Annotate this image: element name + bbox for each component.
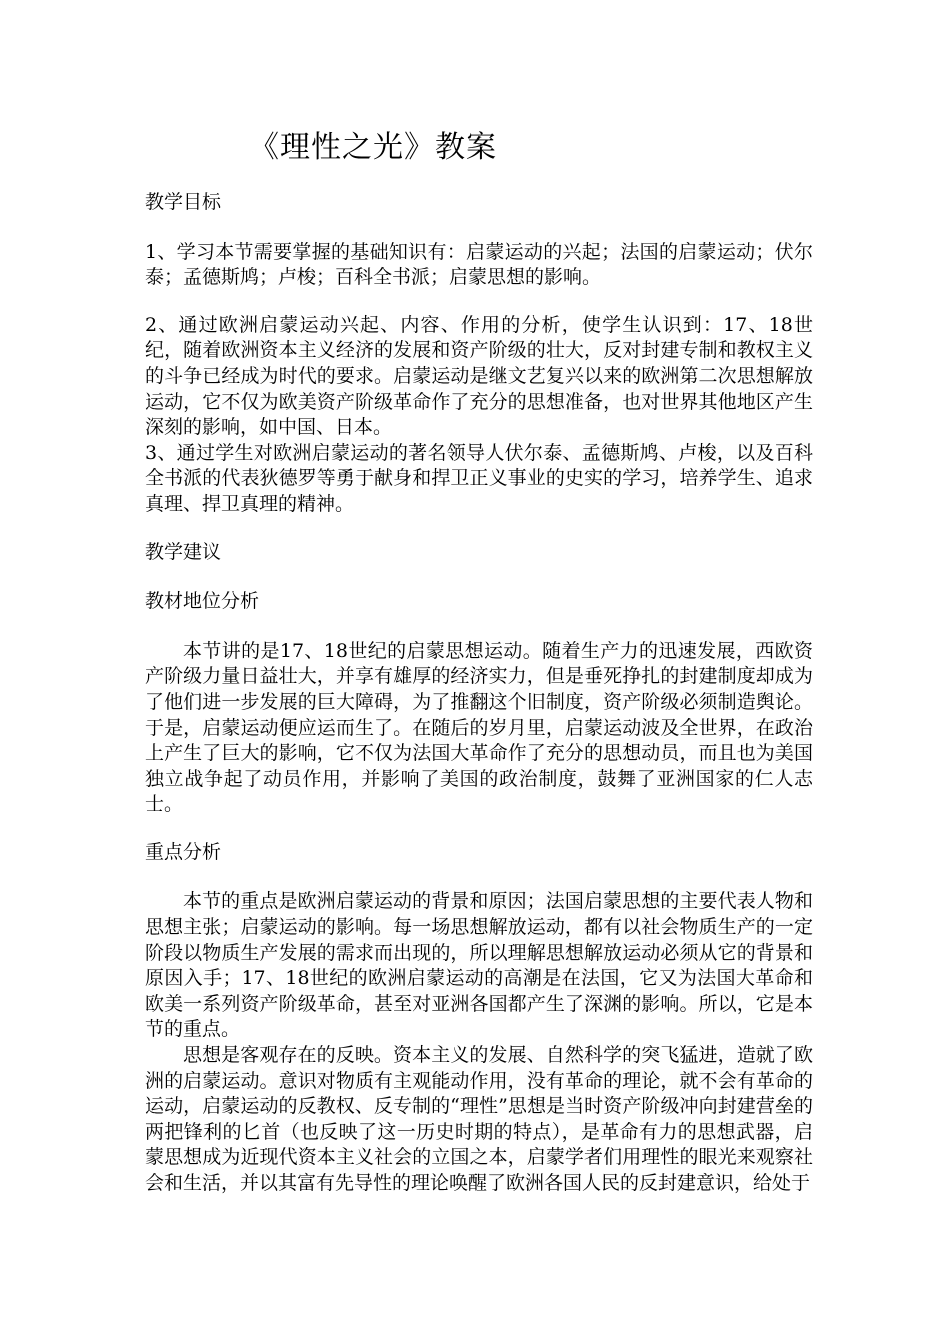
section-heading-objectives: 教学目标 [145,191,222,213]
textbook-paragraph: 本节讲的是17、18世纪的启蒙思想运动。随着生产力的迅速发展，西欧资产阶级力量日益壮大，并享有雄厚的经济实力，但是垂死挣扎的封建制度却成为了他们进一步发展的巨大障碍，为了推翻这个旧制度，资产阶级必须制造舆论。于是，启蒙运动便应运而生了。在随后的岁月里，启蒙运动波及全世界，在政治上产生了巨大的影响，它不仅为法国大革命作了充分的思想动员，而且也为美国独立战争起了动员作用，并影响了美国的政治制度，鼓舞了亚洲国家的仁人志士。 [145,639,813,816]
section-heading-suggestions: 教学建议 [145,540,222,563]
objective-2-paragraph: 2、通过欧洲启蒙运动兴起、内容、作用的分析，使学生认识到：17、18世纪，随着欧洲资本主义经济的发展和资产阶级的壮大，反对封建专制和教权主义的斗争已经成为时代的要求。启蒙运动是继文艺复兴以来的欧洲第二次思想解放运动，它不仅为欧美资产阶级革命作了充分的思想准备，也对世界其他地区产生深刻的影响，如中国、日本。 [145,313,813,439]
objective-3-paragraph: 3、通过学生对欧洲启蒙运动的著名领导人伏尔泰、孟德斯鸠、卢梭，以及百科全书派的代表狄德罗等勇于献身和捍卫正义事业的史实的学习，培养学生、追求真理、捍卫真理的精神。 [145,441,813,515]
focus-paragraph-1: 本节的重点是欧洲启蒙运动的背景和原因；法国启蒙思想的主要代表人物和思想主张；启蒙运动的影响。每一场思想解放运动，都有以社会物质生产的一定阶段以物质生产发展的需求而出现的，所以理解思想解放运动必须从它的背景和原因入手；17、18世纪的欧洲启蒙运动的高潮是在法国，它又为法国大革命和欧美一系列资产阶级革命，甚至对亚洲各国都产生了深渊的影响。所以，它是本节的重点。 [145,890,813,1041]
section-heading-textbook: 教材地位分析 [145,590,260,613]
document-page [145,128,813,1197]
section-heading-focus: 重点分析 [145,840,222,863]
focus-paragraph-2: 思想是客观存在的反映。资本主义的发展、自然科学的突飞猛进，造就了欧洲的启蒙运动。意识对物质有主观能动作用，没有革命的理论，就不会有革命的运动，启蒙运动的反教权、反专制的“理性”思想是当时资产阶级冲向封建营垒的两把锋利的匕首（也反映了这一历史时期的特点），是革命有力的思想武器，启蒙思想成为近现代资本主义社会的立国之本，启蒙学者们用理性的眼光来观察社会和生活，并以其富有先导性的理论唤醒了欧洲各国人民的反封建意识，给处于 [145,1044,813,1194]
document-title: 《理性之光》教案 [249,130,497,165]
objective-1-paragraph: 1、学习本节需要掌握的基础知识有：启蒙运动的兴起；法国的启蒙运动；伏尔泰；孟德斯鸠；卢梭；百科全书派；启蒙思想的影响。 [145,240,813,289]
